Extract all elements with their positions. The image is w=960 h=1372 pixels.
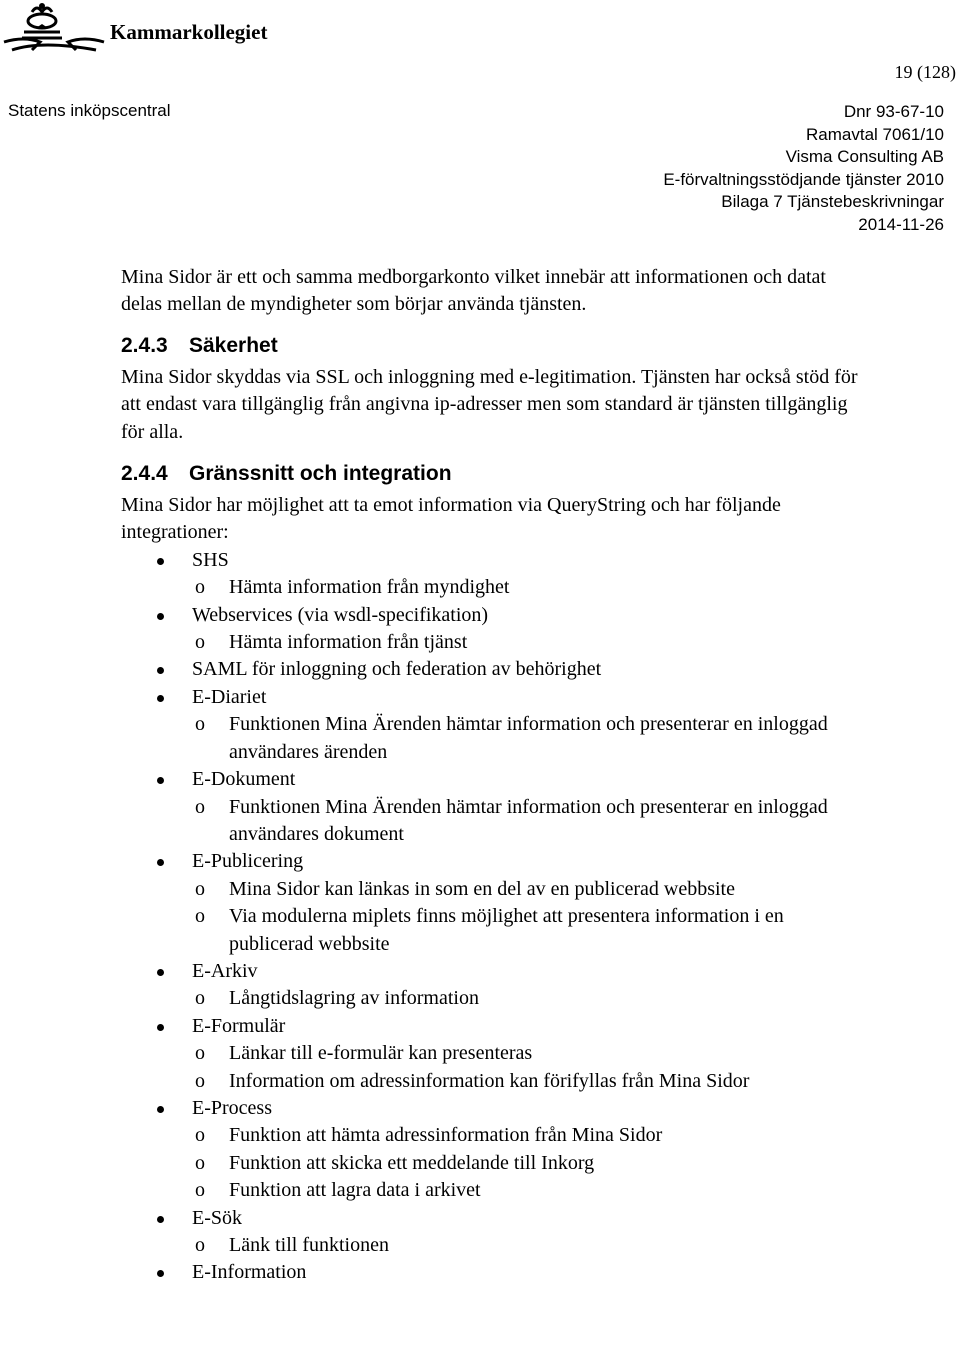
- list-item: [121, 1013, 861, 1095]
- sub-bullet-icon: o: [195, 877, 205, 900]
- list-item: [121, 958, 861, 1013]
- sub-list-item-text: Information om adressinformation kan förifyllas från Mina Sidor: [229, 1069, 750, 1092]
- list-item-label: E-Process: [192, 1096, 272, 1119]
- integration-list: [121, 547, 861, 1287]
- sub-list-item: [158, 1068, 861, 1095]
- list-item-label: E-Arkiv: [192, 959, 258, 982]
- org-logo: [2, 2, 267, 60]
- bullet-icon: [157, 667, 164, 674]
- sub-list: [192, 1040, 861, 1095]
- list-item: [121, 1259, 861, 1286]
- list-item: [121, 656, 861, 683]
- header-date: 2014-11-26: [858, 214, 944, 234]
- bullet-icon: [157, 695, 164, 702]
- sub-list-item-text: Långtidslagring av information: [229, 987, 479, 1010]
- sub-bullet-icon: o: [195, 1042, 205, 1065]
- sub-list-item-text: Länk till funktionen: [229, 1234, 389, 1256]
- sub-bullet-icon: o: [195, 1234, 205, 1256]
- sub-list-item-text: Mina Sidor kan länkas in som en del av en publicerad webbsite: [229, 877, 735, 900]
- sub-bullet-icon: o: [195, 905, 205, 928]
- section-heading-interface: [121, 460, 861, 488]
- list-item: [121, 1205, 861, 1260]
- section-number: 2.4.4: [121, 462, 168, 486]
- list-item: [121, 602, 861, 657]
- sub-list-item-text: Funktion att lagra data i arkivet: [229, 1179, 481, 1202]
- list-item-label: E-Sök: [192, 1206, 242, 1229]
- sub-list-item: [158, 903, 861, 958]
- sub-list-item: [158, 1040, 861, 1067]
- header-company: Visma Consulting AB: [785, 147, 944, 167]
- sub-bullet-icon: o: [195, 1124, 205, 1147]
- page-number: 19 (128): [894, 62, 956, 82]
- sub-list-item: [158, 794, 861, 849]
- bullet-icon: [157, 1106, 164, 1113]
- org-name: Kammarkollegiet: [110, 19, 268, 44]
- header-attachment: Bilaga 7 Tjänstebeskrivningar: [721, 192, 944, 212]
- intro-paragraph: Mina Sidor är ett och samma medborgarkonto vilket innebär att informationen och datat delas mellan de myndigheter som börjar använda tjänsten.: [121, 266, 826, 316]
- list-item-label: E-Information: [192, 1261, 307, 1284]
- crown-logo-icon: [2, 2, 106, 60]
- sub-list-item: [158, 574, 861, 601]
- sub-bullet-icon: o: [195, 1151, 205, 1174]
- sub-list-item: [158, 1150, 861, 1177]
- sub-list-item-text: Funktionen Mina Ärenden hämtar information och presenterar en inloggad användares ärenden: [229, 713, 828, 763]
- sub-bullet-icon: o: [195, 987, 205, 1010]
- security-paragraph: Mina Sidor skyddas via SSL och inloggning med e-legitimation. Tjänsten har också stöd för att endast vara tillgänglig från angivna ip-adresser men som standard är tjänsten tillgänglig för alla.: [121, 365, 858, 443]
- sub-list-item: [158, 985, 861, 1012]
- sub-list-item-text: Funktion att skicka ett meddelande till Inkorg: [229, 1151, 595, 1174]
- bullet-icon: [157, 1024, 164, 1031]
- sub-list: [192, 711, 861, 766]
- header-right: [663, 101, 944, 237]
- section-heading-security: [121, 332, 861, 360]
- list-item: [121, 547, 861, 602]
- sub-bullet-icon: o: [195, 1179, 205, 1202]
- list-item: [121, 1095, 861, 1205]
- header-left: Statens inköpscentral: [8, 101, 171, 120]
- sub-bullet-icon: o: [195, 631, 205, 654]
- list-item-label: SHS: [192, 548, 229, 571]
- list-item-label: E-Diariet: [192, 685, 267, 708]
- sub-list-item: [158, 1122, 861, 1149]
- section-title: Säkerhet: [189, 333, 278, 357]
- sub-list: [192, 1122, 861, 1204]
- document-body: [121, 264, 861, 1287]
- sub-list-item: [158, 876, 861, 903]
- bullet-icon: [157, 1216, 164, 1223]
- list-item: [121, 766, 861, 848]
- sub-list-item-text: Funktionen Mina Ärenden hämtar information och presenterar en inloggad användares dokument: [229, 795, 828, 845]
- sub-list-item-text: Hämta information från tjänst: [229, 631, 468, 654]
- sub-list: [192, 876, 861, 958]
- sub-list: [192, 574, 861, 601]
- header-ramavtal: Ramavtal 7061/10: [806, 124, 944, 144]
- list-item-label: SAML för inloggning och federation av behörighet: [192, 658, 602, 681]
- bullet-icon: [157, 1270, 164, 1277]
- sub-list: [192, 794, 861, 849]
- sub-list-item-text: Funktion att hämta adressinformation från Mina Sidor: [229, 1124, 663, 1147]
- bullet-icon: [157, 859, 164, 866]
- sub-bullet-icon: o: [195, 1069, 205, 1092]
- list-item-label: E-Formulär: [192, 1014, 286, 1037]
- sub-bullet-icon: o: [195, 713, 205, 736]
- bullet-icon: [157, 558, 164, 565]
- header-service: E-förvaltningsstödjande tjänster 2010: [663, 169, 944, 189]
- sub-list: [192, 985, 861, 1012]
- list-item: [121, 848, 861, 958]
- sub-list: [192, 1232, 861, 1259]
- header-dnr: Dnr 93-67-10: [843, 102, 944, 121]
- sub-list-item: [158, 629, 861, 656]
- bullet-icon: [157, 969, 164, 976]
- bullet-icon: [157, 777, 164, 784]
- section-number: 2.4.3: [121, 333, 168, 357]
- list-item-label: E-Publicering: [192, 850, 304, 873]
- list-item: [121, 684, 861, 766]
- sub-list-item-text: Via modulerna miplets finns möjlighet att presentera information i en publicerad webbsite: [229, 905, 784, 955]
- sub-list-item-text: Länkar till e-formulär kan presenteras: [229, 1042, 533, 1065]
- bullet-icon: [157, 613, 164, 620]
- sub-bullet-icon: o: [195, 795, 205, 818]
- sub-list: [192, 629, 861, 656]
- sub-list-item-text: Hämta information från myndighet: [229, 576, 510, 599]
- sub-list-item: [158, 711, 861, 766]
- sub-bullet-icon: o: [195, 576, 205, 599]
- list-item-label: E-Dokument: [192, 768, 296, 791]
- interface-paragraph: Mina Sidor har möjlighet att ta emot information via QueryString och har följande integrationer:: [121, 494, 781, 544]
- sub-list-item: [158, 1232, 861, 1259]
- sub-list-item: [158, 1177, 861, 1204]
- list-item-label: Webservices (via wsdl-specifikation): [192, 603, 489, 626]
- section-title: Gränssnitt och integration: [189, 462, 452, 486]
